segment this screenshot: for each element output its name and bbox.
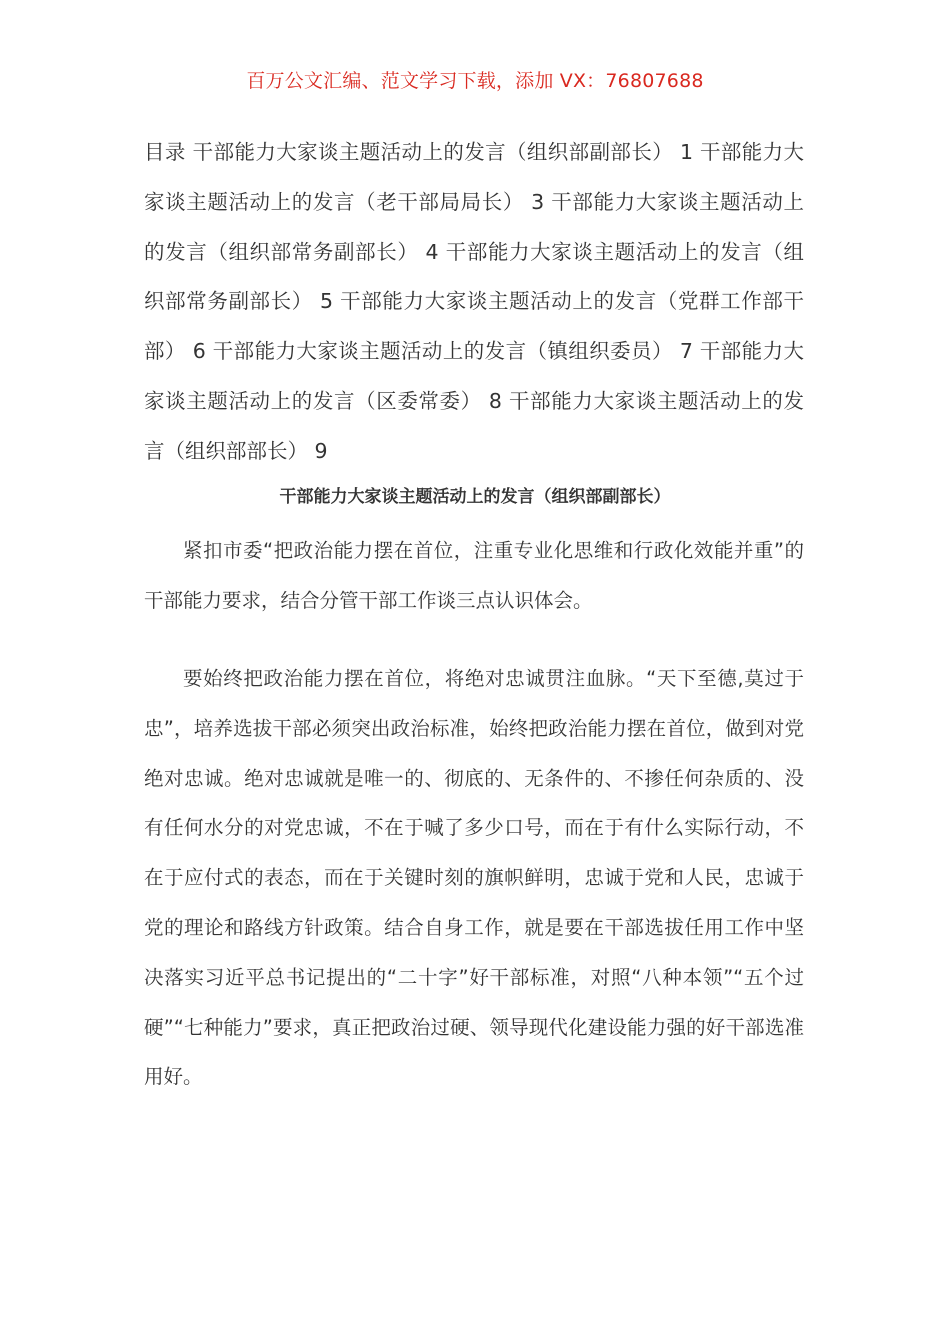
header-banner: 百万公文汇编、范文学习下载，添加 VX：76807688 [246,70,704,92]
table-of-contents: 目录 干部能力大家谈主题活动上的发言（组织部副部长） 1 干部能力大家谈主题活动上的发言（老干部局局长） 3 干部能力大家谈主题活动上的发言（组织部常务副部长） 4 干部能力大家谈主题活动上的发言（组织部常务副部长） 5 干部能力大家谈主题活动上的发言（党群工作部干部） 6 干部能力大家谈主题活动上的发言（镇组织委员） 7 干部能力大家谈主题活动上的发言（区委常委） 8 干部能力大家谈主题活动上的发言（组织部部长） 9 [144,140,804,463]
article-paragraph: 紧扣市委“把政治能力摆在首位，注重专业化思维和行政化效能并重”的干部能力要求，结合分管干部工作谈三点认识体会。 [144,539,804,612]
article-paragraph: 要始终把政治能力摆在首位，将绝对忠诚贯注血脉。“天下至德,莫过于忠”，培养选拔干部必须突出政治标准，始终把政治能力摆在首位，做到对党绝对忠诚。绝对忠诚就是唯一的、彻底的、无条件的、不掺任何杂质的、没有任何水分的对党忠诚，不在于喊了多少口号，而在于有什么实际行动，不在于应付式的表态，而在于关键时刻的旗帜鲜明，忠诚于党和人民，忠诚于党的理论和路线方针政策。结合自身工作，就是要在干部选拔任用工作中坚决落实习近平总书记提出的“二十字”好干部标准，对照“八种本领”“五个过硬”“七种能力”要求，真正把政治过硬、领导现代化建设能力强的好干部选准用好。 [144,667,804,1089]
article-title: 干部能力大家谈主题活动上的发言（组织部副部长） [279,487,671,507]
